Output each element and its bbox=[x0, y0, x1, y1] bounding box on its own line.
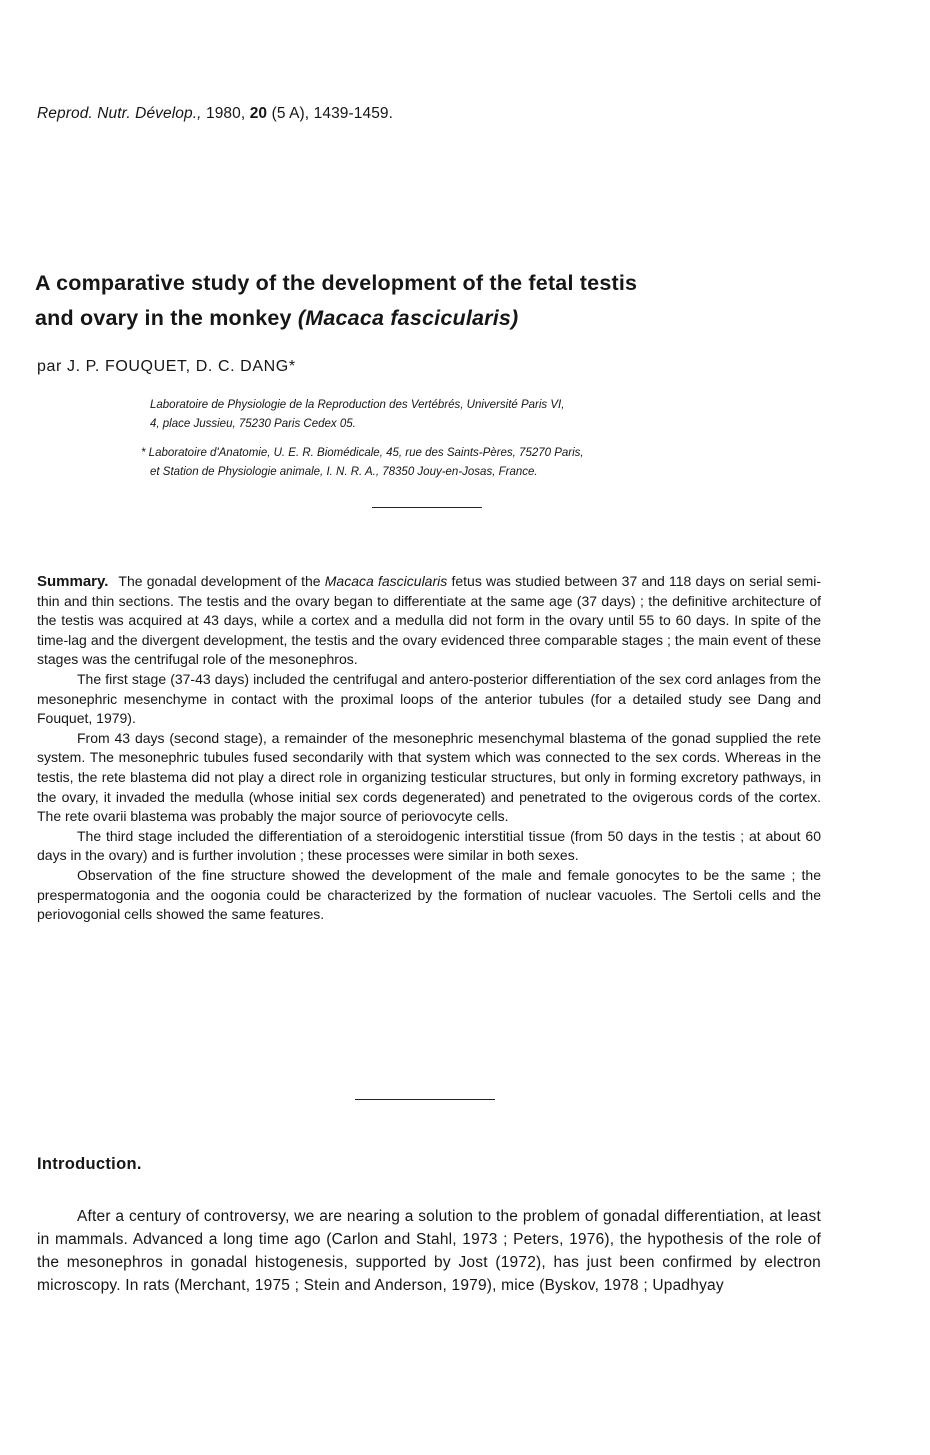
title-line-1: A comparative study of the development of the fetal testis bbox=[35, 271, 638, 295]
journal-reference bbox=[37, 105, 393, 123]
summary-p1-pre: The gonadal development of the bbox=[118, 573, 321, 589]
introduction-paragraph-1: After a century of controversy, we are nearing a solution to the problem of gonadal differentiation, at least in mammals. Advanced a long time ago (Carlon and Stahl, 1973 ; Peters, 1976), the hypothesis of the role of the mesonephros in gonadal histogenesis, supported by Jost (1972), has just been confirmed by electron microscopy. In rats (Merchant, 1975 ; Stein and Anderson, 1979), mice (Byskov, 1978 ; Upadhyay bbox=[37, 1208, 821, 1294]
summary-paragraph-5: Observation of the fine structure showed the development of the male and female gonocytes to be the same ; the prespermatogonia and the oogonia could be characterized by the formation of nuclear vacuoles. The Sertoli cells and the periovogonial cells showed the same features. bbox=[37, 866, 821, 923]
introduction-heading: Introduction. bbox=[37, 1155, 142, 1173]
affiliation-2-line-2: et Station de Physiologie animale, I. N. R. A., 78350 Jouy-en-Josas, France. bbox=[150, 466, 538, 478]
introduction-section bbox=[37, 1205, 821, 1297]
summary-paragraph-4: The third stage included the differentiation of a steroidogenic interstitial tissue (from 50 days in the testis ; at about 60 days in the ovary) and is further involution ; these processes were similar in both sexes. bbox=[37, 827, 821, 864]
separator-rule bbox=[355, 1099, 495, 1100]
title-line-2 bbox=[35, 301, 815, 336]
journal-name: Reprod. Nutr. Dévelop., bbox=[37, 105, 202, 122]
affiliation-1-line-1: Laboratoire de Physiologie de la Reproduction des Vertébrés, Université Paris VI, bbox=[150, 399, 565, 411]
journal-volume: 20 bbox=[249, 105, 268, 122]
journal-year: 1980, bbox=[205, 105, 246, 122]
separator-rule bbox=[372, 507, 482, 508]
summary-species: Macaca fascicularis bbox=[324, 573, 448, 589]
journal-issue-pages: (5 A), 1439-1459. bbox=[271, 105, 394, 122]
affiliation-2 bbox=[141, 444, 791, 482]
affiliation-1-line-2: 4, place Jussieu, 75230 Paris Cedex 05. bbox=[150, 418, 356, 430]
summary-section bbox=[37, 572, 821, 925]
affiliation-1 bbox=[150, 396, 800, 434]
summary-heading: Summary. bbox=[37, 573, 109, 590]
affiliation-2-line-1: * Laboratoire d'Anatomie, U. E. R. Biomédicale, 45, rue des Saints-Pères, 75270 Paris, bbox=[141, 447, 584, 459]
summary-paragraph-1 bbox=[37, 572, 821, 670]
paper-title bbox=[35, 266, 815, 336]
title-line-2-text: and ovary in the monkey bbox=[35, 306, 292, 330]
summary-paragraph-3: From 43 days (second stage), a remainder of the mesonephric mesenchymal blastema of the gonad supplied the rete system. The mesonephric tubules fused secondarily with that system which was connected to the sex cords. Whereas in the testis, the rete blastema did not play a direct role in organizing testicular structures, but only in forming excretory pathways, in the ovary, it invaded the medulla (whose initial sex cords degenerated) and penetrated to the ovigerous cords of the cortex. The rete ovarii blastema was probably the major source of periovocyte cells. bbox=[37, 729, 821, 825]
summary-paragraph-2: The first stage (37-43 days) included the centrifugal and antero-posterior differentiation of the sex cord anlages from the mesonephric mesenchyme in contact with the proximal loops of the anterior tubules (for a detailed study see Dang and Fouquet, 1979). bbox=[37, 670, 821, 727]
title-species: (Macaca fascicularis) bbox=[297, 306, 519, 330]
author-line: par J. P. FOUQUET, D. C. DANG* bbox=[37, 358, 296, 375]
summary-p1-post: fetus was studied between 37 and 118 days on serial semi-thin and thin sections. The testis and the ovary began to differentiate at the same age (37 days) ; the definitive architecture of the testis was acquired at 43 days, while a cortex and a medulla did not form in the ovary until 55 to 60 days. In spite of the time-lag and the divergent development, the testis and the ovary evidenced three comparable stages ; the main event of these stages was the centrifugal role of the mesonephros. bbox=[37, 573, 822, 668]
